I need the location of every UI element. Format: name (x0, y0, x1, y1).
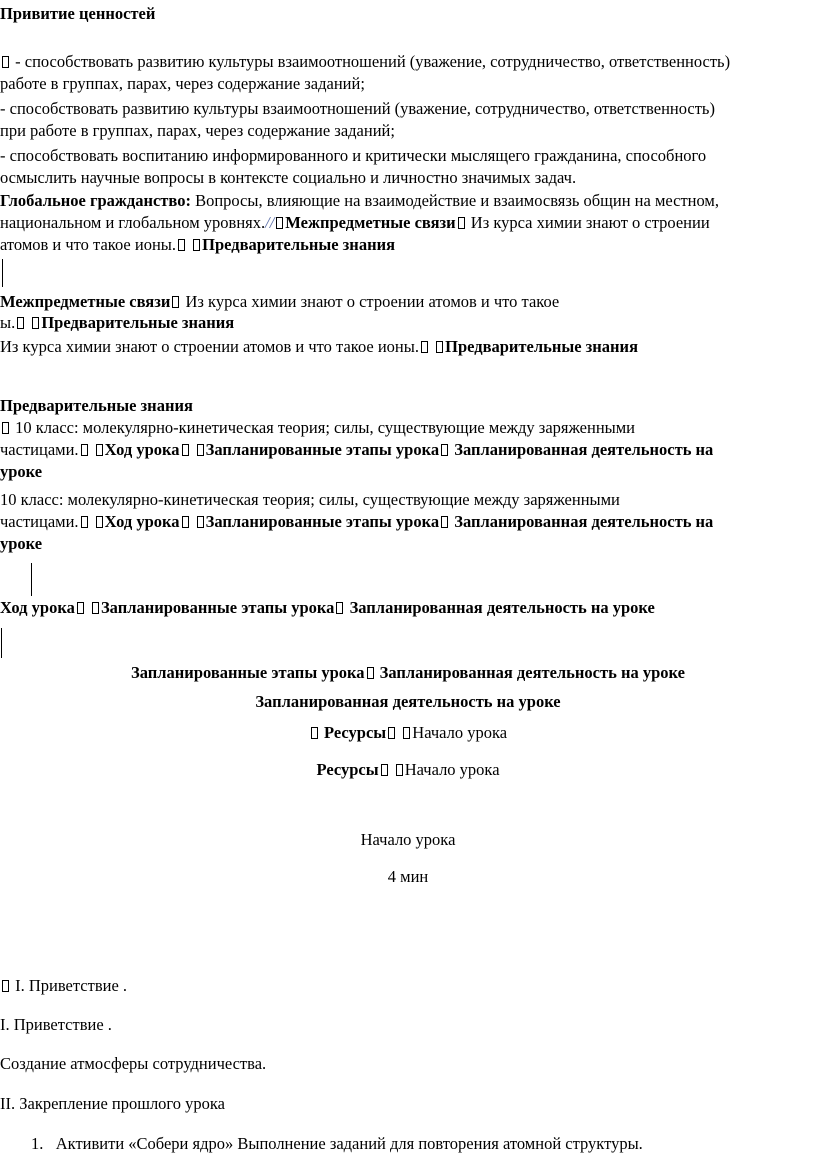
missing-glyph-icon (2, 980, 9, 992)
lesson-course-label: Ход урока (104, 440, 180, 459)
prior-knowledge-heading: Предварительные знания (0, 396, 193, 415)
text-line: 10 класс: молекулярно-кинетическая теория; силы, существующие между заряженными (0, 490, 620, 509)
missing-glyph-icon (458, 217, 465, 229)
text-line (0, 52, 730, 72)
missing-glyph-icon (367, 667, 374, 679)
missing-glyph-icon (182, 444, 189, 456)
missing-glyph-icon (403, 727, 410, 739)
centered-line (0, 760, 816, 780)
text-line (0, 235, 395, 255)
text-line: при работе в группах, парах, через содержание заданий; (0, 121, 395, 140)
missing-glyph-icon (77, 602, 84, 614)
lesson-start-label: Начало урока (404, 760, 500, 779)
missing-glyph-icon (388, 727, 395, 739)
lesson-course-label: Ход урока (0, 598, 75, 617)
text-span: ы. (0, 313, 16, 332)
missing-glyph-icon (197, 444, 204, 456)
vertical-rule (1, 628, 2, 658)
missing-glyph-icon (311, 727, 318, 739)
section-heading: Привитие ценностей (0, 4, 156, 23)
lesson-start-label: Начало урока (412, 723, 508, 742)
text-span: - способствовать развитию культуры взаимоотношений (уважение, сотрудничество, ответственность) (11, 52, 731, 71)
missing-glyph-icon (178, 239, 185, 251)
missing-glyph-icon (81, 516, 88, 528)
planned-activity-label: Запланированная деятельность на (454, 512, 714, 531)
list-item (31, 1134, 643, 1154)
lesson-duration: 4 мин (387, 867, 429, 886)
text-span: атомов и что такое ионы. (0, 235, 176, 254)
text-line: осмыслить научные вопросы в контексте социально и личностно значимых задач. (0, 168, 577, 187)
text-line: уроке (0, 462, 43, 481)
text-span: Из курса химии знают о строении атомов и что такое ионы. (0, 337, 419, 356)
list-item-text: Активити «Собери ядро» Выполнение заданий для повторения атомной структуры. (55, 1134, 643, 1153)
text-line (0, 598, 655, 618)
text-span: Из курса химии знают о строении (466, 213, 710, 232)
planned-activity-label: Запланированная деятельность на уроке (349, 598, 655, 617)
missing-glyph-icon (197, 516, 204, 528)
planned-stages-label: Запланированные этапы урока (205, 440, 440, 459)
missing-glyph-icon (2, 422, 9, 434)
text-span: Из курса химии знают о строении атомов и что такое (181, 292, 560, 311)
missing-glyph-icon (172, 296, 179, 308)
text-line: - способствовать воспитанию информированного и критически мыслящего гражданина, способного (0, 146, 707, 165)
text-line: I. Приветствие . (0, 1015, 112, 1034)
centered-line: Запланированная деятельность на уроке (255, 692, 561, 711)
vertical-rule (31, 563, 32, 596)
planned-stages-label: Запланированные этапы урока (100, 598, 335, 617)
missing-glyph-icon (441, 444, 448, 456)
centered-line (0, 723, 816, 743)
missing-glyph-icon (96, 444, 103, 456)
missing-glyph-icon (396, 764, 403, 776)
text-line (0, 512, 713, 532)
prior-knowledge-label: Предварительные знания (41, 313, 235, 332)
missing-glyph-icon (381, 764, 388, 776)
interdisc-label: Межпредметные связи (285, 213, 456, 232)
prior-knowledge-label: Предварительные знания (445, 337, 638, 356)
interdisc-label: Межпредметные связи (0, 292, 171, 311)
missing-glyph-icon (182, 516, 189, 528)
text-line (0, 976, 127, 996)
missing-glyph-icon (17, 317, 24, 329)
missing-glyph-icon (421, 341, 428, 353)
missing-glyph-icon (2, 56, 9, 68)
centered-line (0, 663, 816, 683)
text-line (0, 213, 710, 233)
text-line: уроке (0, 534, 43, 553)
list-number: 1. (31, 1134, 44, 1153)
missing-glyph-icon (441, 516, 448, 528)
missing-glyph-icon (193, 239, 200, 251)
text-line: работе в группах, парах, через содержание заданий; (0, 74, 365, 93)
vertical-rule (2, 259, 3, 287)
missing-glyph-icon (92, 602, 99, 614)
global-label: Глобальное гражданство: (0, 191, 191, 210)
text-span: частицами. (0, 512, 79, 531)
missing-glyph-icon (32, 317, 39, 329)
text-line (0, 440, 713, 460)
text-line: II. Закрепление прошлого урока (0, 1094, 226, 1113)
text-span: национальном и глобальном уровнях. (0, 213, 266, 232)
planned-activity-label: Запланированная деятельность на уроке (379, 663, 685, 682)
global-citizenship-line (0, 191, 719, 211)
slashes-mark: // (265, 213, 275, 232)
planned-stages-label: Запланированные этапы урока (205, 512, 440, 531)
text-line: Создание атмосферы сотрудничества. (0, 1054, 267, 1073)
text-line: - способствовать развитию культуры взаимоотношений (уважение, сотрудничество, ответственность) (0, 99, 715, 118)
text-line (0, 292, 559, 312)
global-text: Вопросы, влияющие на взаимодействие и взаимосвязь общин на местном, (190, 191, 719, 210)
prior-knowledge-label: Предварительные знания (202, 235, 396, 254)
planned-stages-label: Запланированные этапы урока (131, 663, 365, 682)
missing-glyph-icon (81, 444, 88, 456)
text-span: 10 класс: молекулярно-кинетическая теория; силы, существующие между заряженными (11, 418, 636, 437)
text-line (0, 418, 635, 438)
lesson-start-heading: Начало урока (360, 830, 456, 849)
missing-glyph-icon (276, 217, 283, 229)
text-span: I. Приветствие . (11, 976, 128, 995)
missing-glyph-icon (436, 341, 443, 353)
lesson-course-label: Ход урока (104, 512, 180, 531)
text-line (0, 337, 638, 357)
text-line (0, 313, 234, 333)
missing-glyph-icon (336, 602, 343, 614)
text-span: частицами. (0, 440, 79, 459)
resources-label: Ресурсы (324, 723, 387, 742)
missing-glyph-icon (96, 516, 103, 528)
resources-label: Ресурсы (316, 760, 379, 779)
planned-activity-label: Запланированная деятельность на (454, 440, 714, 459)
